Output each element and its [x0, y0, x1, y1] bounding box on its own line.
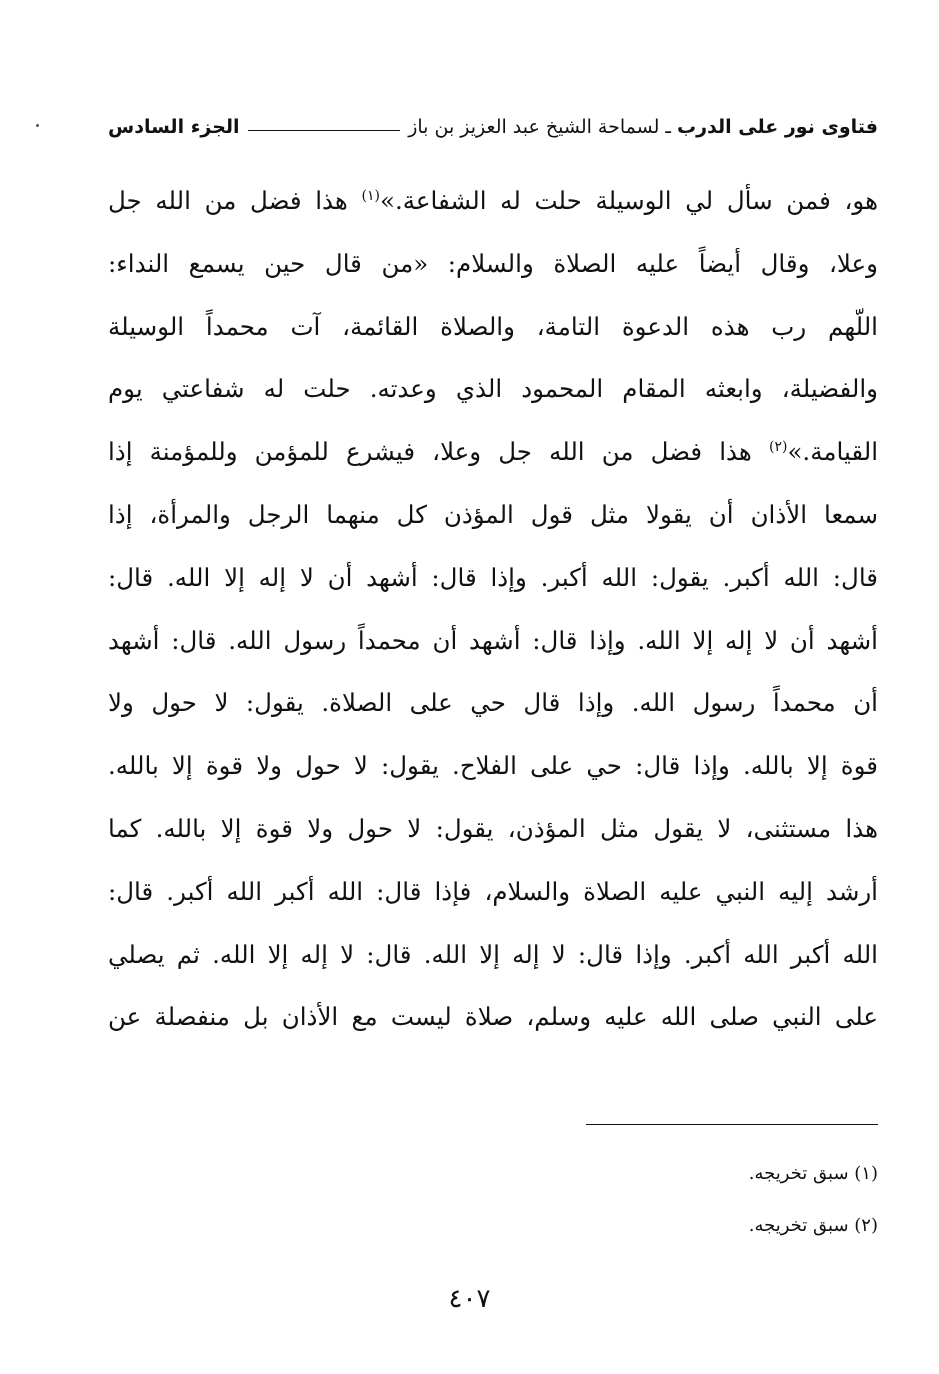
body-line: أشهد أن لا إله إلا الله. وإذا قال: أشهد أن محمداً رسول الله. قال: أشهد [108, 625, 878, 655]
scan-speck [36, 124, 39, 127]
body-line: هذا مستثنى، لا يقول مثل المؤذن، يقول: لا حول ولا قوة إلا بالله. كما [108, 813, 878, 843]
footnote-ref[interactable]: (١) [361, 187, 380, 204]
footnote-ref[interactable]: (٢) [768, 439, 788, 456]
footnote-divider [586, 1124, 878, 1125]
book-subtitle: ـ لسماحة الشيخ عبد العزيز بن باز [408, 116, 671, 138]
volume-label: الجزء السادس [108, 116, 240, 138]
body-line: القيامة.»$^{(٢)}$ هذا فضل من الله جل وعلا، فيشرع للمؤمن وللمؤمنة إذا [108, 437, 878, 467]
body-line: والفضيلة، وابعثه المقام المحمود الذي وعدته. حلت له شفاعتي يوم [108, 374, 878, 404]
body-line: على النبي صلى الله عليه وسلم، صلاة ليست مع الأذان بل منفصلة عن [108, 1002, 878, 1032]
body-line: وعلا، وقال أيضاً عليه الصلاة والسلام: «من قال حين يسمع النداء: [108, 248, 878, 278]
footnote-item: (١) سبق تخريجه. [748, 1163, 878, 1184]
body-line: قال: الله أكبر. يقول: الله أكبر. وإذا قال: أشهد أن لا إله إلا الله. قال: [108, 562, 878, 592]
running-header [108, 110, 878, 144]
body-line: أن محمداً رسول الله. وإذا قال حي على الصلاة. يقول: لا حول ولا [108, 688, 878, 718]
header-rule [248, 130, 401, 131]
body-line: قوة إلا بالله. وإذا قال: حي على الفلاح. يقول: لا حول ولا قوة إلا بالله. [108, 751, 878, 781]
body-line: أرشد إليه النبي عليه الصلاة والسلام، فإذا قال: الله أكبر الله أكبر. قال: [108, 876, 878, 906]
book-title: فتاوى نور على الدرب [677, 116, 878, 138]
page-number: ٤٠٧ [448, 1284, 491, 1314]
body-line: هو، فمن سأل لي الوسيلة حلت له الشفاعة.»$^{(١)}$ هذا فضل من الله جل [108, 186, 878, 215]
footnotes [478, 1148, 878, 1252]
footnote-item: (٢) سبق تخريجه. [748, 1215, 878, 1236]
body-line: الله أكبر الله أكبر. وإذا قال: لا إله إلا الله. قال: لا إله إلا الله. ثم يصلي [108, 939, 878, 969]
body-line: اللّهم رب هذه الدعوة التامة، والصلاة القائمة، آت محمداً الوسيلة [108, 311, 878, 341]
body-line: سمعا الأذان أن يقولا مثل قول المؤذن كل منهما الرجل والمرأة، إذا [108, 499, 878, 529]
body-text [108, 170, 878, 1049]
